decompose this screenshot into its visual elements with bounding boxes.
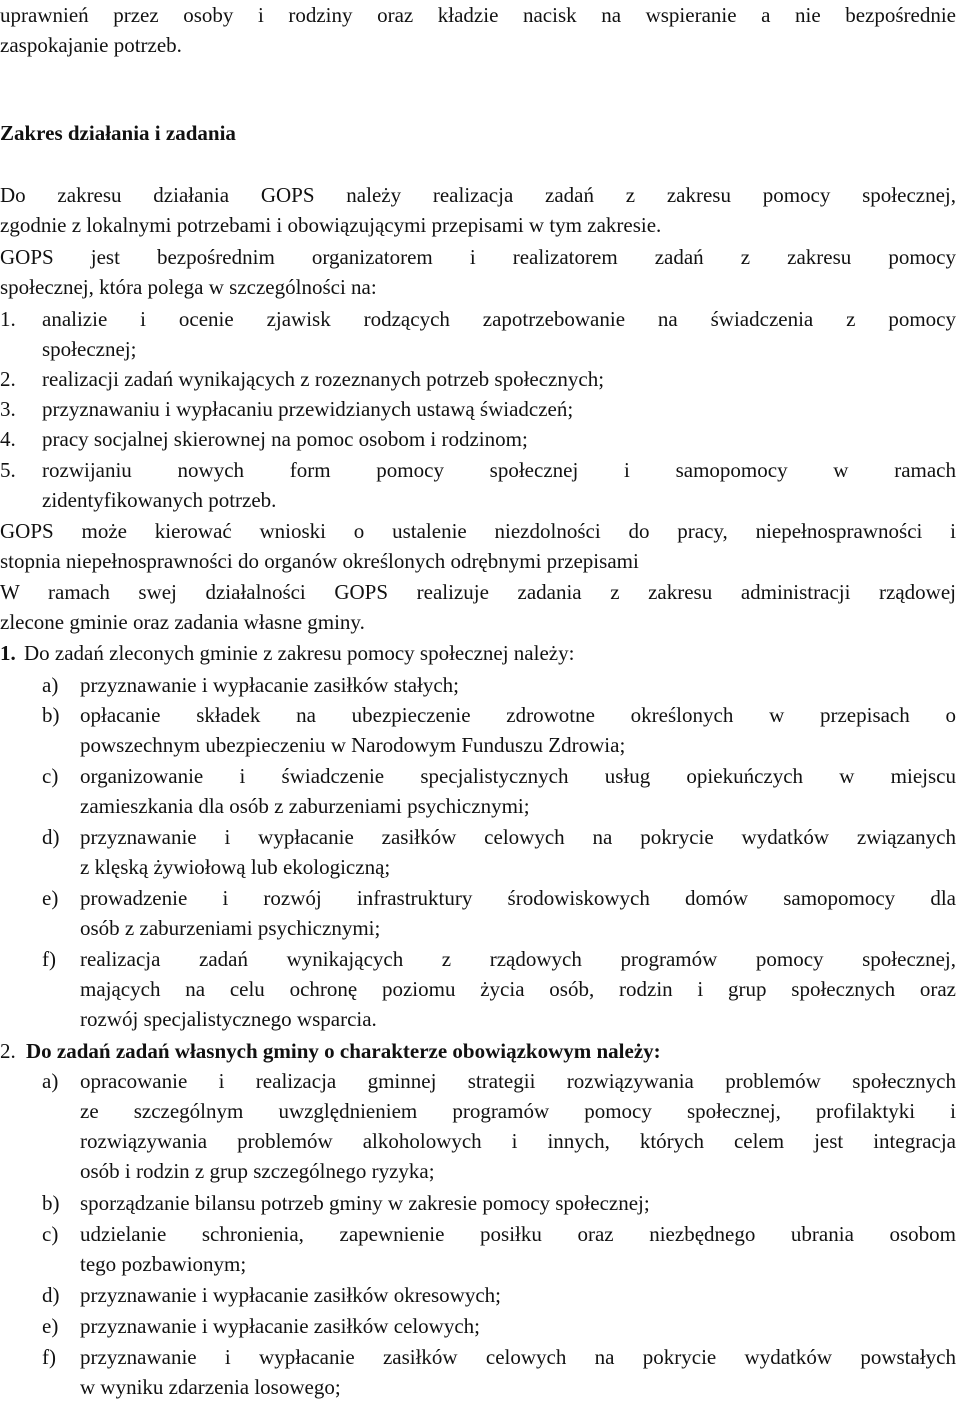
list-item: osób z zaburzeniami psychicznymi; bbox=[80, 916, 381, 940]
item-label: f) bbox=[42, 1345, 56, 1369]
list-item: przyznawanie i wypłacanie zasiłków celowych; bbox=[80, 1314, 480, 1338]
list-item: przyznawanie i wypłacanie zasiłków stałych; bbox=[80, 673, 460, 697]
paragraph-line: Do zakresu działania GOPS należy realizacja zadań z zakresu pomocy społecznej, bbox=[0, 183, 956, 207]
paragraph-line: stopnia niepełnosprawności do organów określonych odrębnymi przepisami bbox=[0, 549, 639, 573]
list-item: rozwijaniu nowych form pomocy społecznej i samopomocy w ramach bbox=[42, 458, 956, 482]
item-label: a) bbox=[42, 673, 59, 697]
list-number: 4. bbox=[0, 427, 16, 451]
list-item: tego pozbawionym; bbox=[80, 1252, 247, 1276]
list-item: organizowanie i świadczenie specjalistycznych usług opiekuńczych w miejscu bbox=[80, 764, 956, 788]
list-item: przyznawanie i wypłacanie zasiłków celowych na pokrycie wydatków związanych bbox=[80, 825, 956, 849]
section-heading: Zakres działania i zadania bbox=[0, 121, 236, 145]
paragraph-line: GOPS może kierować wnioski o ustalenie niezdolności do pracy, niepełnosprawności i bbox=[0, 519, 956, 543]
item-label: d) bbox=[42, 825, 60, 849]
list-item: przyznawaniu i wypłacaniu przewidzianych ustawą świadczeń; bbox=[42, 397, 574, 421]
list-number: 3. bbox=[0, 397, 16, 421]
list-item: realizacja zadań wynikających z rządowych programów pomocy społecznej, bbox=[80, 947, 956, 971]
list-item: rozwój specjalistycznego wsparcia. bbox=[80, 1007, 377, 1031]
section-title: Do zadań zadań własnych gminy o charakterze obowiązkowym należy: bbox=[26, 1039, 661, 1063]
list-item: pracy socjalnej skierownej na pomoc osobom i rodzinom; bbox=[42, 427, 528, 451]
item-label: f) bbox=[42, 947, 56, 971]
list-item: sporządzanie bilansu potrzeb gminy w zakresie pomocy społecznej; bbox=[80, 1191, 650, 1215]
paragraph-line: zlecone gminie oraz zadania własne gminy. bbox=[0, 610, 365, 634]
list-item: w wyniku zdarzenia losowego; bbox=[80, 1375, 341, 1399]
paragraph-line: W ramach swej działalności GOPS realizuje zadania z zakresu administracji rządowej bbox=[0, 580, 956, 604]
list-item: powszechnym ubezpieczeniu w Narodowym Funduszu Zdrowia; bbox=[80, 733, 626, 757]
list-item: analizie i ocenie zjawisk rodzących zapotrzebowanie na świadczenia z pomocy bbox=[42, 307, 956, 331]
paragraph-line: społecznej, która polega w szczególności na: bbox=[0, 275, 377, 299]
list-item: zamieszkania dla osób z zaburzeniami psychicznymi; bbox=[80, 794, 530, 818]
list-item: przyznawanie i wypłacanie zasiłków celowych na pokrycie wydatków powstałych bbox=[80, 1345, 956, 1369]
item-label: e) bbox=[42, 886, 59, 910]
item-label: b) bbox=[42, 703, 60, 727]
list-number: 2. bbox=[0, 367, 16, 391]
section-number: 2. bbox=[0, 1039, 16, 1063]
item-label: e) bbox=[42, 1314, 59, 1338]
item-label: b) bbox=[42, 1191, 60, 1215]
list-item: rozwiązywania problemów alkoholowych i innych, których celem jest integracja bbox=[80, 1129, 956, 1153]
list-item: udzielanie schronienia, zapewnienie posiłku oraz niezbędnego ubrania osobom bbox=[80, 1222, 956, 1246]
list-number: 5. bbox=[0, 458, 16, 482]
intro-line: uprawnień przez osoby i rodziny oraz kładzie nacisk na wspieranie a nie bezpośrednie bbox=[0, 3, 956, 27]
list-item: przyznawanie i wypłacanie zasiłków okresowych; bbox=[80, 1283, 502, 1307]
paragraph-line: zgodnie z lokalnymi potrzebami i obowiązującymi przepisami w tym zakresie. bbox=[0, 213, 662, 237]
item-label: c) bbox=[42, 764, 59, 788]
list-item: osób i rodzin z grup szczególnego ryzyka; bbox=[80, 1159, 435, 1183]
paragraph-line: GOPS jest bezpośrednim organizatorem i realizatorem zadań z zakresu pomocy bbox=[0, 245, 956, 269]
section-title: Do zadań zleconych gminie z zakresu pomocy społecznej należy: bbox=[24, 641, 575, 665]
list-number: 1. bbox=[0, 307, 16, 331]
item-label: d) bbox=[42, 1283, 60, 1307]
list-item: ze szczególnym uwzględnieniem programów pomocy społecznej, profilaktyki i bbox=[80, 1099, 956, 1123]
list-item: opracowanie i realizacja gminnej strategii rozwiązywania problemów społecznych bbox=[80, 1069, 956, 1093]
intro-line: zaspokajanie potrzeb. bbox=[0, 33, 182, 57]
list-item: prowadzenie i rozwój infrastruktury środowiskowych domów samopomocy dla bbox=[80, 886, 956, 910]
list-item: z klęską żywiołową lub ekologiczną; bbox=[80, 855, 391, 879]
section-number: 1. bbox=[0, 641, 16, 665]
item-label: a) bbox=[42, 1069, 59, 1093]
list-item: zidentyfikowanych potrzeb. bbox=[42, 488, 277, 512]
list-item: realizacji zadań wynikających z rozeznanych potrzeb społecznych; bbox=[42, 367, 605, 391]
list-item: mających na celu ochronę poziomu życia osób, rodzin i grup społecznych oraz bbox=[80, 977, 956, 1001]
list-item: opłacanie składek na ubezpieczenie zdrowotne określonych w przepisach o bbox=[80, 703, 956, 727]
item-label: c) bbox=[42, 1222, 59, 1246]
list-item: społecznej; bbox=[42, 337, 137, 361]
